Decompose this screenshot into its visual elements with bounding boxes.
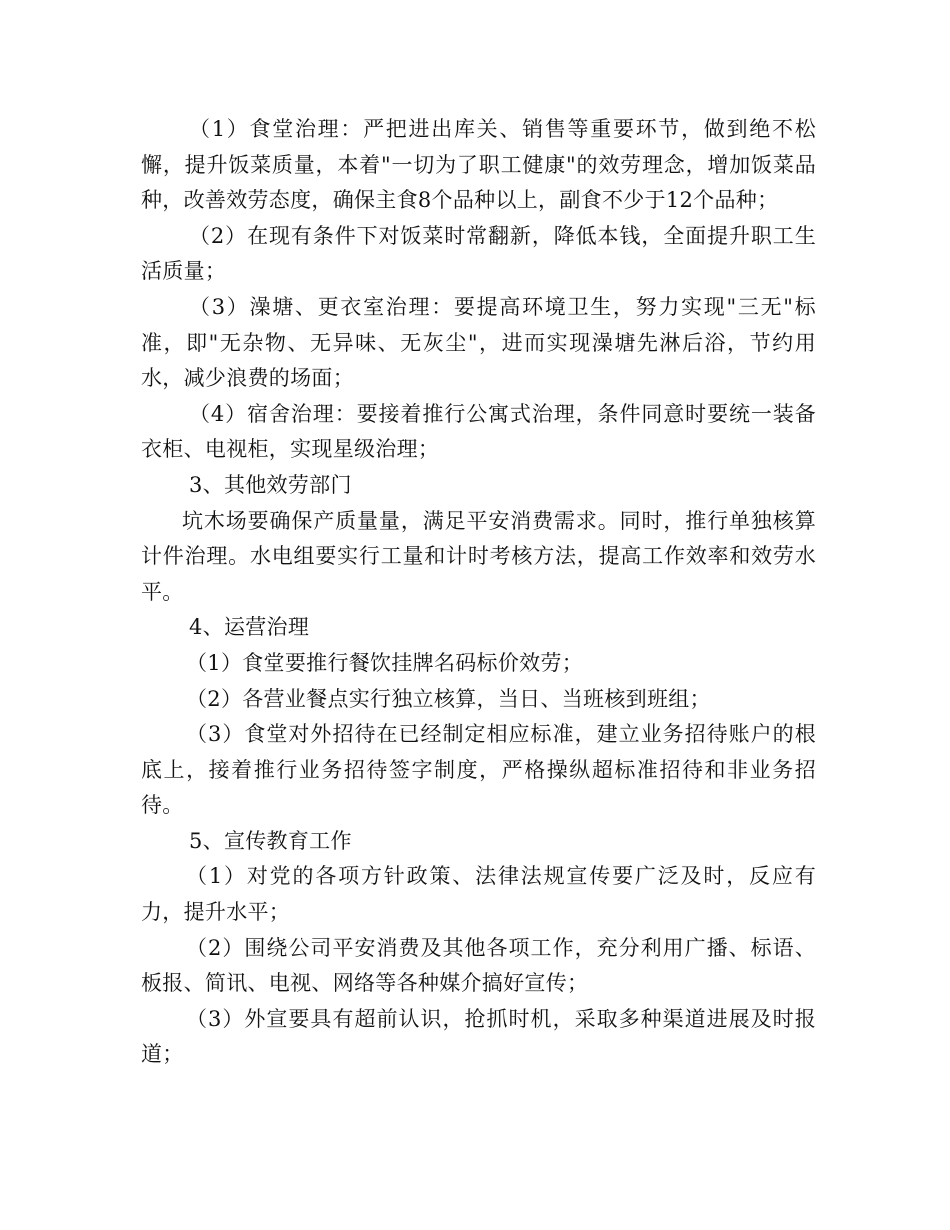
paragraph-canteen-pricing: （1）食堂要推行餐饮挂牌名码标价效劳；	[186, 650, 584, 675]
section-heading-other-services: 3、其他效劳部门	[189, 472, 352, 497]
paragraph-dormitory-management: （4）宿舍治理：要接着推行公寓式治理，条件同意时要统一装备衣柜、电视柜，实现星级治理；	[141, 401, 816, 462]
paragraph-bathhouse-management: （3）澡塘、更衣室治理：要提高环境卫生，努力实现"三无"标准，即"无杂物、无异味、无灰尘"，进而实现澡塘先淋后浴，节约用水，减少浪费的场面；	[141, 294, 816, 391]
paragraph-media-publicity: （2）围绕公司平安消费及其他各项工作，充分利用广播、标语、板报、简讯、电视、网络等各种媒介搞好宣传；	[141, 935, 816, 996]
paragraph-independent-accounting: （2）各营业餐点实行独立核算，当日、当班核到班组；	[186, 686, 711, 711]
document-body	[141, 112, 816, 1073]
section-heading-publicity: 5、宣传教育工作	[189, 828, 352, 853]
paragraph-external-publicity: （3）外宣要具有超前认识，抢抓时机，采取多种渠道进展及时报道；	[141, 1006, 816, 1067]
paragraph-canteen-management: （1）食堂治理：严把进出库关、销售等重要环节，做到绝不松懈，提升饭菜质量，本着"一切为了职工健康"的效劳理念，增加饭菜品种，改善效劳态度，确保主食8个品种以上，副食不少于12个品种；	[141, 117, 816, 213]
paragraph-policy-publicity: （1）对党的各项方针政策、法律法规宣传要广泛及时，反应有力，提升水平；	[141, 864, 816, 925]
paragraph-hospitality-control: （3）食堂对外招待在已经制定相应标准，建立业务招待账户的根底上，接着推行业务招待签字制度，严格操纵超标准招待和非业务招待。	[141, 722, 816, 818]
paragraph-menu-renewal: （2）在现有条件下对饭菜时常翻新，降低本钱，全面提升职工生活质量；	[141, 223, 816, 284]
section-heading-operations: 4、运营治理	[189, 615, 310, 640]
paragraph-timber-yard: 坑木场要确保产质量量，满足平安消费需求。同时，推行单独核算计件治理。水电组要实行工量和计时考核方法，提高工作效率和效劳水平。	[141, 508, 816, 604]
